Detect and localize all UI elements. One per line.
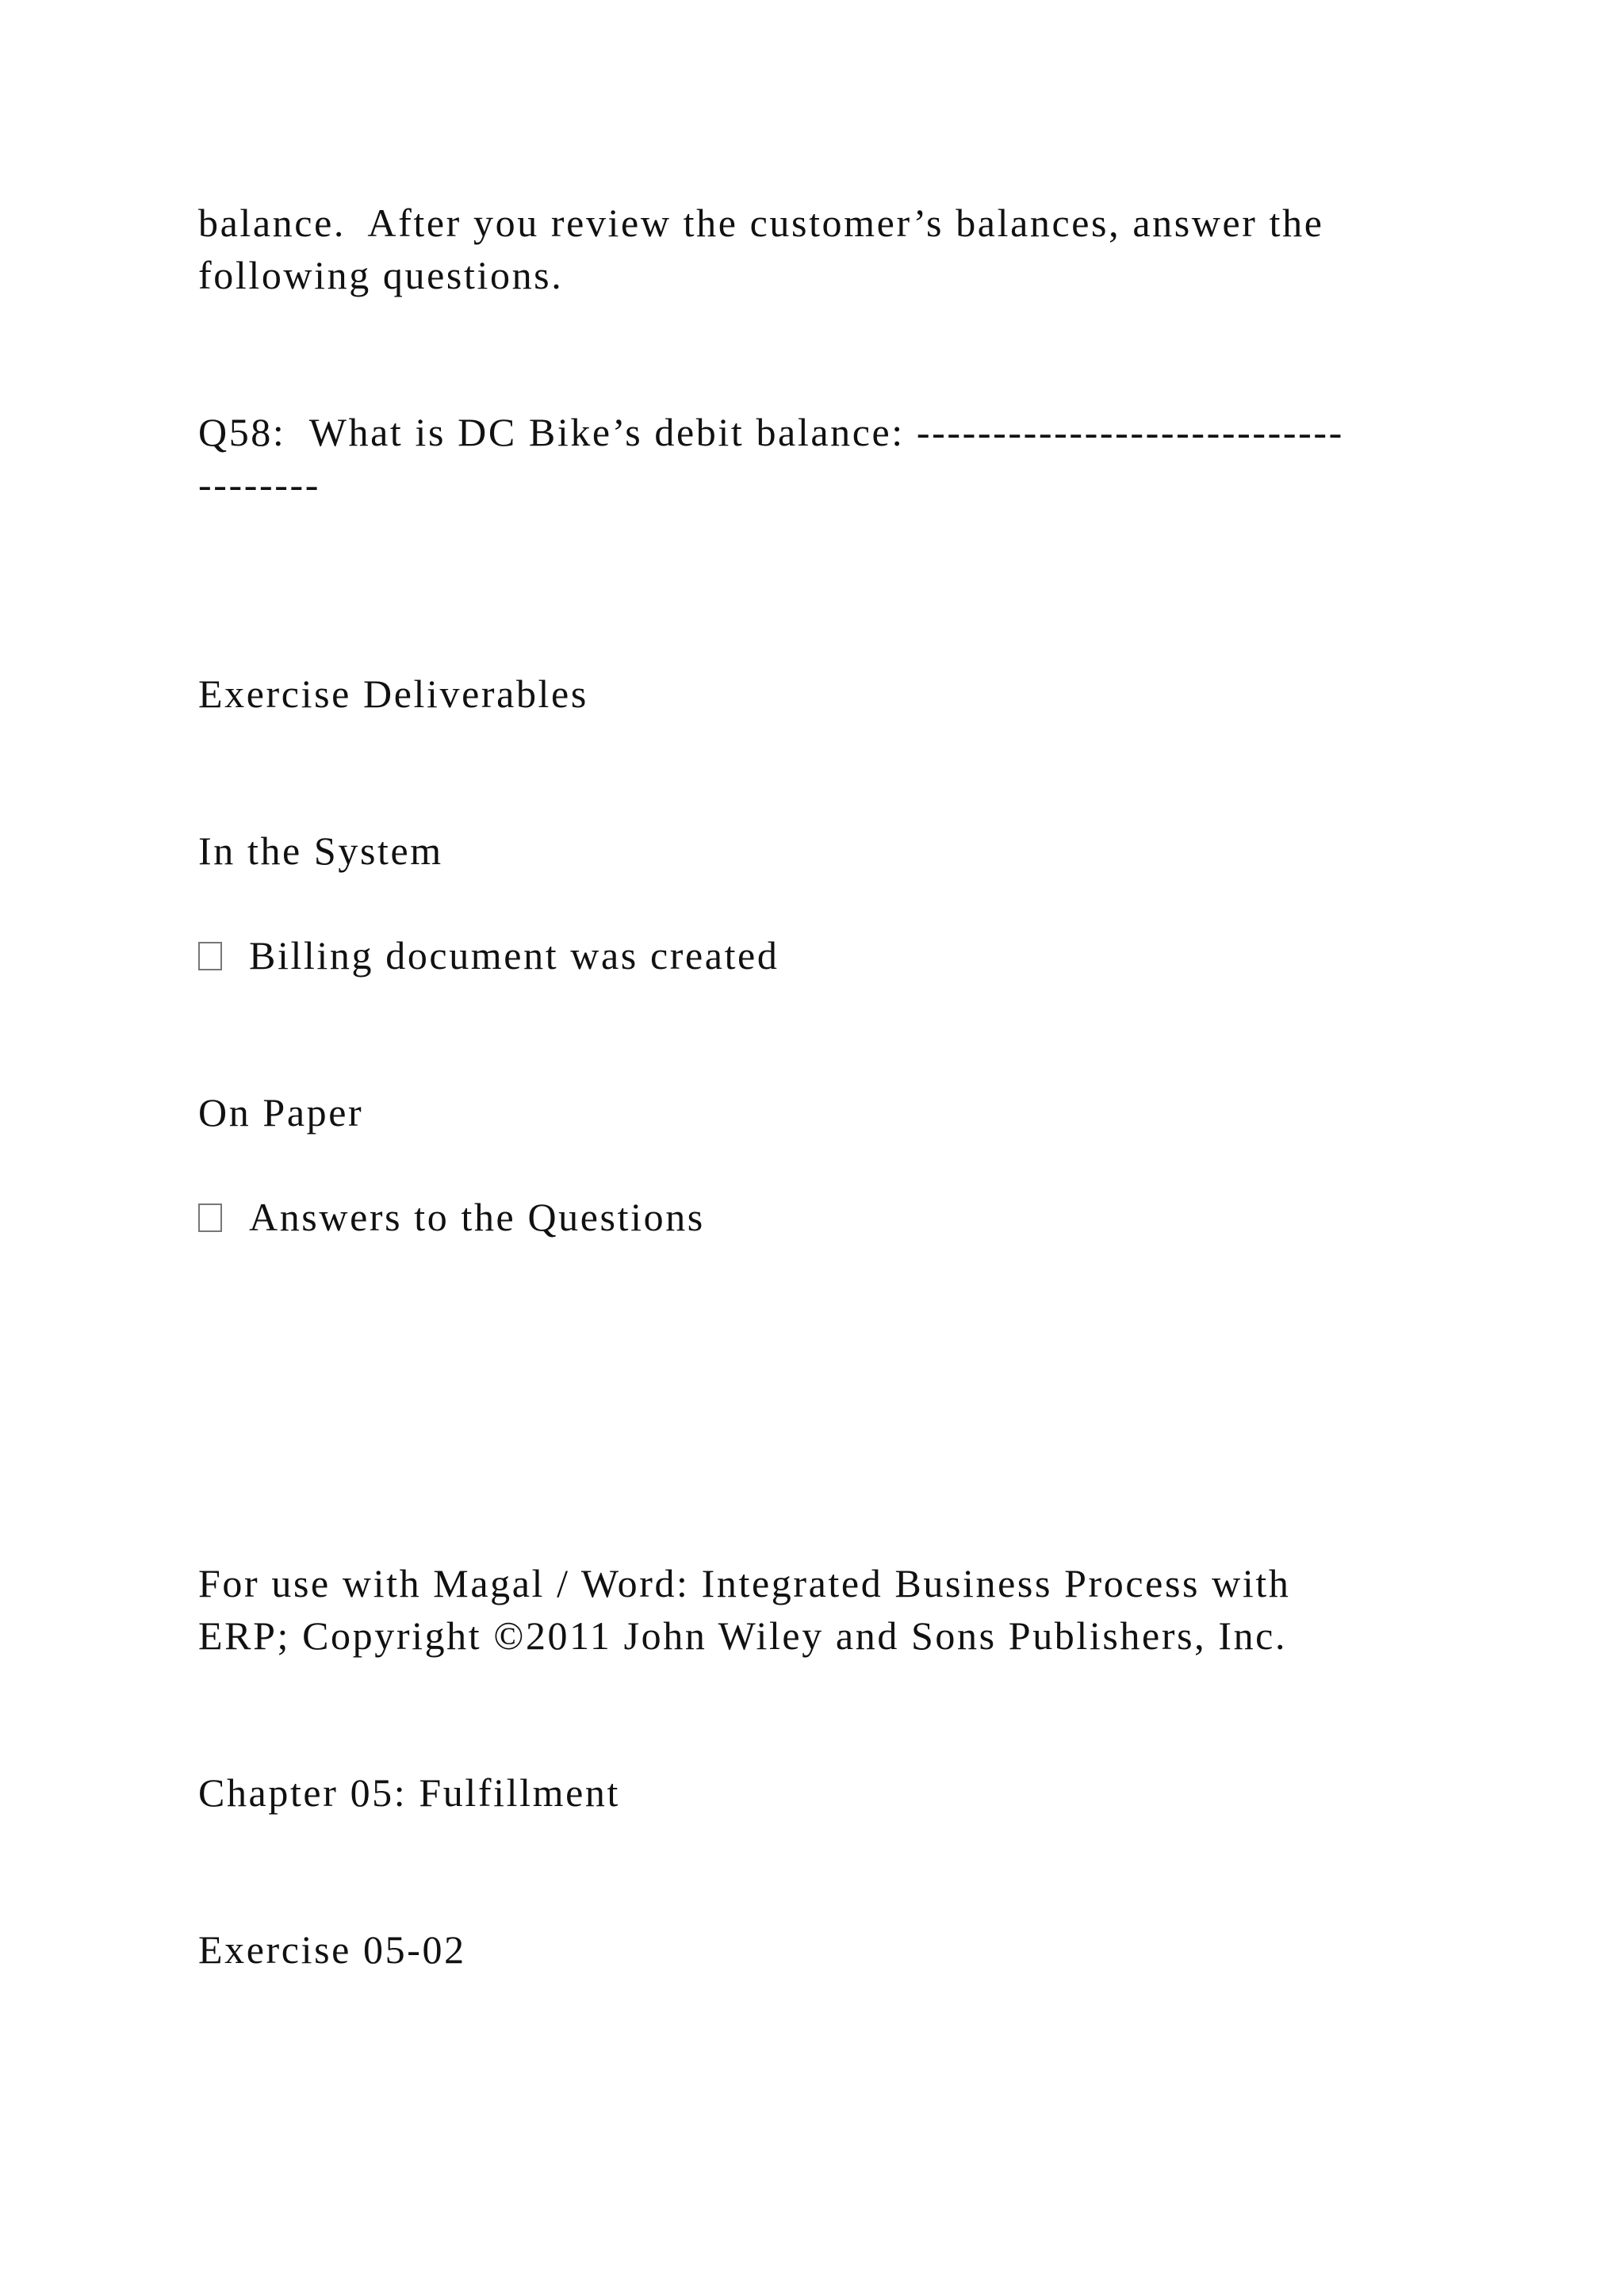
checkbox-icon [198, 1203, 222, 1232]
on-paper-item [198, 1191, 705, 1243]
intro-line-2: following questions. [198, 253, 564, 297]
footer-line-1: For use with Magal / Word: Integrated Business Process with [198, 1561, 1291, 1605]
question-q58-line-2: -------- [198, 462, 321, 507]
checkbox-icon [198, 942, 222, 970]
in-system-item [198, 929, 779, 982]
footer-line-2: ERP; Copyright ©2011 John Wiley and Sons Publishers, Inc. [198, 1613, 1288, 1658]
question-q58-line-1: Q58: What is DC Bike’s debit balance: ---------------------------- [198, 410, 1344, 454]
in-system-heading: In the System [198, 828, 443, 873]
on-paper-item-text: Answers to the Questions [249, 1195, 705, 1239]
intro-line-1: balance. After you review the customer’s balances, answer the [198, 201, 1324, 245]
in-system-item-text: Billing document was created [249, 933, 779, 978]
exercise-number: Exercise 05-02 [198, 1927, 466, 1972]
chapter-title: Chapter 05: Fulfillment [198, 1770, 620, 1815]
on-paper-heading: On Paper [198, 1090, 364, 1135]
deliverables-heading: Exercise Deliverables [198, 672, 588, 716]
